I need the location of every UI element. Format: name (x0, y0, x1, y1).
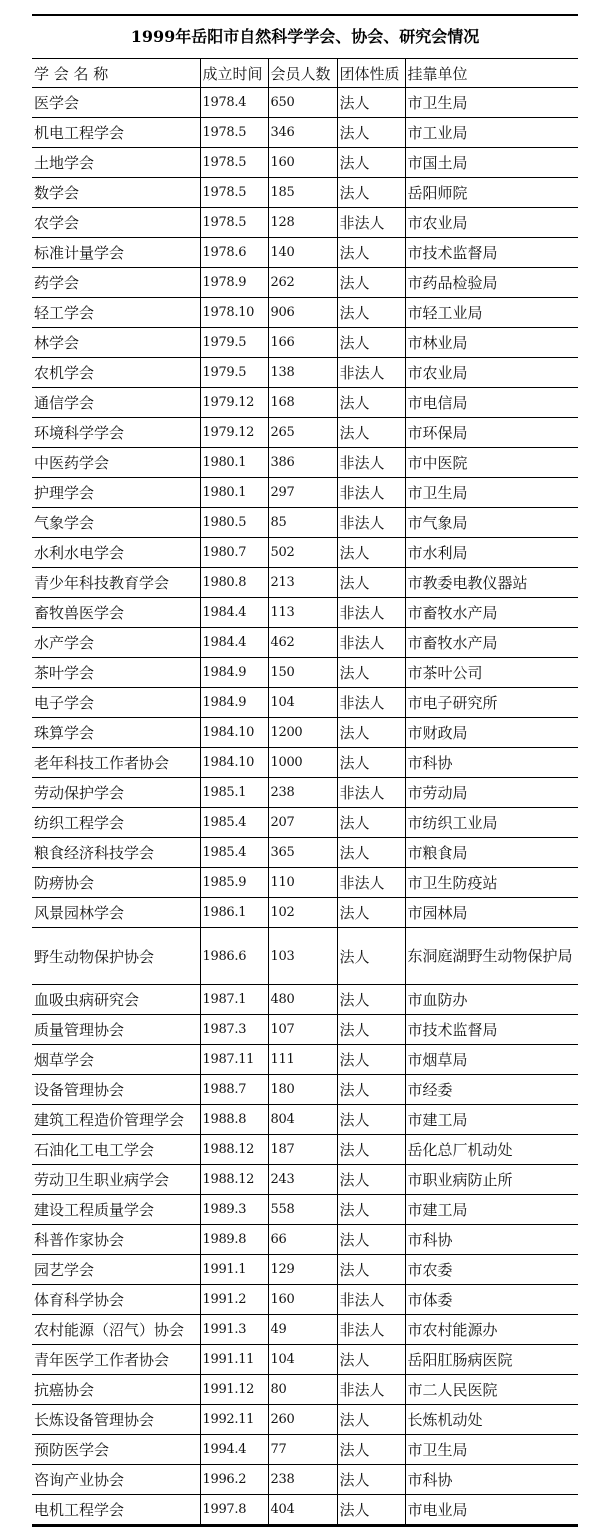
cell-name: 茶叶学会 (32, 658, 200, 688)
column-header-type: 团体性质 (337, 59, 405, 88)
table-row (32, 838, 578, 868)
table-row (32, 568, 578, 598)
cell-unit: 市畜牧水产局 (405, 598, 578, 628)
cell-unit: 市农村能源办 (405, 1315, 578, 1345)
cell-type: 非法人 (337, 1285, 405, 1315)
cell-unit: 市卫生局 (405, 1435, 578, 1465)
cell-unit: 岳化总厂机动处 (405, 1135, 578, 1165)
table-row (32, 748, 578, 778)
cell-name: 粮食经济科技学会 (32, 838, 200, 868)
table-row (32, 808, 578, 838)
cell-founded: 1985.4 (200, 808, 268, 838)
cell-unit: 市科协 (405, 1465, 578, 1495)
cell-members: 207 (268, 808, 337, 838)
cell-type: 非法人 (337, 688, 405, 718)
cell-unit: 市农业局 (405, 358, 578, 388)
cell-name: 劳动保护学会 (32, 778, 200, 808)
cell-members: 238 (268, 778, 337, 808)
cell-name: 纺织工程学会 (32, 808, 200, 838)
cell-type: 非法人 (337, 868, 405, 898)
cell-founded: 1980.7 (200, 538, 268, 568)
table-row (32, 1045, 578, 1075)
cell-name: 建设工程质量学会 (32, 1195, 200, 1225)
cell-founded: 1984.10 (200, 718, 268, 748)
cell-name: 防痨协会 (32, 868, 200, 898)
cell-name: 劳动卫生职业病学会 (32, 1165, 200, 1195)
cell-name: 水产学会 (32, 628, 200, 658)
cell-unit: 市农委 (405, 1255, 578, 1285)
cell-unit: 市科协 (405, 1225, 578, 1255)
cell-founded: 1985.9 (200, 868, 268, 898)
cell-type: 法人 (337, 238, 405, 268)
cell-founded: 1978.4 (200, 88, 268, 118)
column-header-name: 学 会 名 称 (32, 59, 200, 88)
cell-unit: 市轻工业局 (405, 298, 578, 328)
cell-name: 农村能源（沼气）协会 (32, 1315, 200, 1345)
cell-name: 野生动物保护协会 (32, 928, 200, 985)
cell-members: 107 (268, 1015, 337, 1045)
cell-type: 法人 (337, 418, 405, 448)
cell-members: 404 (268, 1495, 337, 1525)
cell-name: 水利水电学会 (32, 538, 200, 568)
cell-unit: 市纺织工业局 (405, 808, 578, 838)
cell-members: 187 (268, 1135, 337, 1165)
cell-members: 160 (268, 148, 337, 178)
cell-members: 906 (268, 298, 337, 328)
cell-members: 110 (268, 868, 337, 898)
cell-unit: 长炼机动处 (405, 1405, 578, 1435)
cell-unit: 市科协 (405, 748, 578, 778)
table-row (32, 898, 578, 928)
cell-type: 法人 (337, 928, 405, 985)
column-header-unit: 挂靠单位 (405, 59, 578, 88)
cell-type: 非法人 (337, 1375, 405, 1405)
cell-type: 非法人 (337, 448, 405, 478)
column-header-members: 会员人数 (268, 59, 337, 88)
cell-members: 558 (268, 1195, 337, 1225)
cell-name: 农机学会 (32, 358, 200, 388)
cell-founded: 1987.11 (200, 1045, 268, 1075)
table-row (32, 1495, 578, 1525)
cell-members: 502 (268, 538, 337, 568)
cell-members: 346 (268, 118, 337, 148)
cell-name: 抗癌协会 (32, 1375, 200, 1405)
cell-type: 非法人 (337, 778, 405, 808)
cell-name: 机电工程学会 (32, 118, 200, 148)
table-row (32, 688, 578, 718)
cell-unit: 市电信局 (405, 388, 578, 418)
cell-type: 法人 (337, 1465, 405, 1495)
cell-type: 非法人 (337, 358, 405, 388)
cell-type: 法人 (337, 808, 405, 838)
cell-members: 365 (268, 838, 337, 868)
cell-type: 法人 (337, 1435, 405, 1465)
cell-type: 法人 (337, 1105, 405, 1135)
cell-name: 烟草学会 (32, 1045, 200, 1075)
table-row (32, 118, 578, 148)
cell-unit: 市建工局 (405, 1105, 578, 1135)
cell-unit: 市二人民医院 (405, 1375, 578, 1405)
cell-founded: 1986.1 (200, 898, 268, 928)
table-row (32, 1405, 578, 1435)
table-row (32, 208, 578, 238)
cell-members: 1200 (268, 718, 337, 748)
cell-members: 650 (268, 88, 337, 118)
cell-members: 128 (268, 208, 337, 238)
cell-founded: 1991.2 (200, 1285, 268, 1315)
cell-name: 农学会 (32, 208, 200, 238)
cell-founded: 1988.8 (200, 1105, 268, 1135)
cell-type: 法人 (337, 1255, 405, 1285)
cell-members: 166 (268, 328, 337, 358)
cell-members: 180 (268, 1075, 337, 1105)
cell-members: 77 (268, 1435, 337, 1465)
cell-founded: 1980.1 (200, 478, 268, 508)
cell-founded: 1978.6 (200, 238, 268, 268)
cell-type: 法人 (337, 178, 405, 208)
cell-type: 法人 (337, 985, 405, 1015)
cell-unit: 市卫生局 (405, 478, 578, 508)
cell-members: 103 (268, 928, 337, 985)
cell-unit: 市水利局 (405, 538, 578, 568)
cell-founded: 1987.1 (200, 985, 268, 1015)
table-header-row (32, 59, 578, 88)
cell-founded: 1978.5 (200, 178, 268, 208)
table-row (32, 718, 578, 748)
cell-members: 85 (268, 508, 337, 538)
cell-unit: 市烟草局 (405, 1045, 578, 1075)
cell-founded: 1991.11 (200, 1345, 268, 1375)
cell-name: 青少年科技教育学会 (32, 568, 200, 598)
cell-members: 480 (268, 985, 337, 1015)
cell-type: 法人 (337, 118, 405, 148)
table-row (32, 448, 578, 478)
cell-unit: 市中医院 (405, 448, 578, 478)
cell-unit: 岳阳肛肠病医院 (405, 1345, 578, 1375)
cell-name: 风景园林学会 (32, 898, 200, 928)
cell-founded: 1996.2 (200, 1465, 268, 1495)
cell-members: 66 (268, 1225, 337, 1255)
table-row (32, 1015, 578, 1045)
table-row (32, 358, 578, 388)
table-row (32, 538, 578, 568)
cell-members: 386 (268, 448, 337, 478)
cell-members: 168 (268, 388, 337, 418)
cell-name: 护理学会 (32, 478, 200, 508)
cell-type: 法人 (337, 718, 405, 748)
cell-name: 体育科学协会 (32, 1285, 200, 1315)
cell-members: 160 (268, 1285, 337, 1315)
cell-type: 法人 (337, 1045, 405, 1075)
cell-members: 102 (268, 898, 337, 928)
cell-founded: 1980.5 (200, 508, 268, 538)
table-row (32, 1465, 578, 1495)
table-row (32, 1195, 578, 1225)
cell-type: 法人 (337, 88, 405, 118)
cell-founded: 1986.6 (200, 928, 268, 985)
cell-name: 轻工学会 (32, 298, 200, 328)
bottom-rule (32, 1525, 578, 1527)
cell-members: 104 (268, 688, 337, 718)
cell-unit: 市经委 (405, 1075, 578, 1105)
cell-unit: 市气象局 (405, 508, 578, 538)
cell-type: 法人 (337, 658, 405, 688)
table-row (32, 1345, 578, 1375)
cell-name: 畜牧兽医学会 (32, 598, 200, 628)
cell-unit: 市职业病防止所 (405, 1165, 578, 1195)
table-row (32, 1225, 578, 1255)
cell-members: 213 (268, 568, 337, 598)
cell-type: 法人 (337, 568, 405, 598)
cell-unit: 市技术监督局 (405, 1015, 578, 1045)
cell-type: 法人 (337, 298, 405, 328)
cell-unit: 市技术监督局 (405, 238, 578, 268)
table-row (32, 388, 578, 418)
table-row (32, 1135, 578, 1165)
cell-name: 环境科学学会 (32, 418, 200, 448)
cell-unit: 市卫生防疫站 (405, 868, 578, 898)
table-row (32, 1315, 578, 1345)
cell-type: 非法人 (337, 508, 405, 538)
cell-unit: 市畜牧水产局 (405, 628, 578, 658)
cell-type: 非法人 (337, 628, 405, 658)
cell-founded: 1980.8 (200, 568, 268, 598)
cell-name: 老年科技工作者协会 (32, 748, 200, 778)
cell-founded: 1988.12 (200, 1165, 268, 1195)
cell-founded: 1989.3 (200, 1195, 268, 1225)
cell-name: 设备管理协会 (32, 1075, 200, 1105)
cell-unit: 市国土局 (405, 148, 578, 178)
cell-unit: 市工业局 (405, 118, 578, 148)
cell-founded: 1988.7 (200, 1075, 268, 1105)
cell-members: 80 (268, 1375, 337, 1405)
cell-name: 园艺学会 (32, 1255, 200, 1285)
document-page (32, 14, 578, 1527)
table-row (32, 1435, 578, 1465)
cell-type: 非法人 (337, 598, 405, 628)
cell-name: 青年医学工作者协会 (32, 1345, 200, 1375)
table-row (32, 88, 578, 118)
cell-type: 法人 (337, 538, 405, 568)
cell-type: 法人 (337, 898, 405, 928)
cell-type: 非法人 (337, 1315, 405, 1345)
cell-founded: 1978.5 (200, 118, 268, 148)
cell-members: 265 (268, 418, 337, 448)
cell-founded: 1979.12 (200, 418, 268, 448)
cell-unit: 市电子研究所 (405, 688, 578, 718)
cell-name: 咨询产业协会 (32, 1465, 200, 1495)
table-row (32, 328, 578, 358)
cell-founded: 1991.1 (200, 1255, 268, 1285)
cell-unit: 市茶叶公司 (405, 658, 578, 688)
cell-founded: 1994.4 (200, 1435, 268, 1465)
cell-type: 法人 (337, 1195, 405, 1225)
cell-members: 243 (268, 1165, 337, 1195)
cell-founded: 1991.12 (200, 1375, 268, 1405)
cell-type: 法人 (337, 1405, 405, 1435)
cell-members: 111 (268, 1045, 337, 1075)
cell-founded: 1997.8 (200, 1495, 268, 1525)
cell-type: 法人 (337, 1165, 405, 1195)
cell-type: 法人 (337, 268, 405, 298)
table-row (32, 628, 578, 658)
cell-type: 非法人 (337, 478, 405, 508)
cell-members: 113 (268, 598, 337, 628)
cell-name: 林学会 (32, 328, 200, 358)
column-header-founded: 成立时间 (200, 59, 268, 88)
cell-unit: 市农业局 (405, 208, 578, 238)
table-row (32, 1255, 578, 1285)
cell-unit: 市园林局 (405, 898, 578, 928)
cell-name: 中医药学会 (32, 448, 200, 478)
cell-name: 医学会 (32, 88, 200, 118)
cell-unit: 市血防办 (405, 985, 578, 1015)
table-row (32, 868, 578, 898)
cell-unit: 市卫生局 (405, 88, 578, 118)
cell-unit: 市财政局 (405, 718, 578, 748)
cell-name: 血吸虫病研究会 (32, 985, 200, 1015)
table-row (32, 1105, 578, 1135)
cell-type: 法人 (337, 148, 405, 178)
table-row (32, 985, 578, 1015)
cell-founded: 1987.3 (200, 1015, 268, 1045)
table-row (32, 508, 578, 538)
cell-founded: 1988.12 (200, 1135, 268, 1165)
cell-type: 法人 (337, 1495, 405, 1525)
cell-founded: 1980.1 (200, 448, 268, 478)
cell-name: 预防医学会 (32, 1435, 200, 1465)
cell-type: 法人 (337, 1075, 405, 1105)
table-row (32, 598, 578, 628)
cell-name: 气象学会 (32, 508, 200, 538)
table-row (32, 268, 578, 298)
cell-type: 法人 (337, 748, 405, 778)
table-row (32, 1375, 578, 1405)
cell-founded: 1985.4 (200, 838, 268, 868)
cell-members: 49 (268, 1315, 337, 1345)
cell-name: 质量管理协会 (32, 1015, 200, 1045)
cell-unit: 市劳动局 (405, 778, 578, 808)
cell-members: 238 (268, 1465, 337, 1495)
cell-founded: 1979.12 (200, 388, 268, 418)
cell-members: 138 (268, 358, 337, 388)
cell-founded: 1985.1 (200, 778, 268, 808)
cell-members: 1000 (268, 748, 337, 778)
table-row (32, 1075, 578, 1105)
cell-type: 法人 (337, 388, 405, 418)
cell-unit: 市粮食局 (405, 838, 578, 868)
cell-type: 法人 (337, 1225, 405, 1255)
cell-type: 非法人 (337, 208, 405, 238)
cell-name: 建筑工程造价管理学会 (32, 1105, 200, 1135)
cell-unit: 市教委电教仪器站 (405, 568, 578, 598)
cell-name: 石油化工电工学会 (32, 1135, 200, 1165)
table-row (32, 238, 578, 268)
cell-name: 土地学会 (32, 148, 200, 178)
cell-founded: 1991.3 (200, 1315, 268, 1345)
cell-type: 法人 (337, 328, 405, 358)
cell-members: 804 (268, 1105, 337, 1135)
cell-type: 法人 (337, 1345, 405, 1375)
cell-founded: 1978.10 (200, 298, 268, 328)
cell-unit: 市建工局 (405, 1195, 578, 1225)
cell-members: 185 (268, 178, 337, 208)
table-row (32, 478, 578, 508)
cell-members: 150 (268, 658, 337, 688)
cell-name: 药学会 (32, 268, 200, 298)
table-row (32, 1165, 578, 1195)
cell-members: 262 (268, 268, 337, 298)
table-row (32, 178, 578, 208)
cell-type: 法人 (337, 838, 405, 868)
cell-members: 104 (268, 1345, 337, 1375)
table-row (32, 418, 578, 448)
cell-founded: 1992.11 (200, 1405, 268, 1435)
cell-name: 珠算学会 (32, 718, 200, 748)
table-row (32, 1285, 578, 1315)
cell-founded: 1984.9 (200, 658, 268, 688)
cell-founded: 1978.5 (200, 148, 268, 178)
cell-unit: 岳阳师院 (405, 178, 578, 208)
cell-members: 129 (268, 1255, 337, 1285)
cell-members: 462 (268, 628, 337, 658)
cell-unit: 市药品检验局 (405, 268, 578, 298)
cell-name: 标准计量学会 (32, 238, 200, 268)
cell-members: 140 (268, 238, 337, 268)
cell-unit: 东洞庭湖野生动物保护局 (405, 928, 578, 985)
cell-name: 科普作家协会 (32, 1225, 200, 1255)
cell-members: 297 (268, 478, 337, 508)
cell-founded: 1989.8 (200, 1225, 268, 1255)
cell-founded: 1984.4 (200, 628, 268, 658)
cell-unit: 市林业局 (405, 328, 578, 358)
table-row (32, 298, 578, 328)
cell-type: 法人 (337, 1135, 405, 1165)
cell-name: 通信学会 (32, 388, 200, 418)
table-row (32, 928, 578, 985)
cell-unit: 市电业局 (405, 1495, 578, 1525)
cell-name: 数学会 (32, 178, 200, 208)
cell-unit: 市体委 (405, 1285, 578, 1315)
page-title: 1999年岳阳市自然科学学会、协会、研究会情况 (32, 16, 578, 59)
table-row (32, 778, 578, 808)
cell-founded: 1979.5 (200, 358, 268, 388)
cell-founded: 1978.9 (200, 268, 268, 298)
cell-members: 260 (268, 1405, 337, 1435)
table-row (32, 658, 578, 688)
cell-founded: 1984.10 (200, 748, 268, 778)
cell-name: 电机工程学会 (32, 1495, 200, 1525)
cell-name: 长炼设备管理协会 (32, 1405, 200, 1435)
societies-table (32, 59, 578, 1525)
cell-founded: 1984.9 (200, 688, 268, 718)
cell-founded: 1979.5 (200, 328, 268, 358)
cell-type: 法人 (337, 1015, 405, 1045)
table-row (32, 148, 578, 178)
cell-founded: 1978.5 (200, 208, 268, 238)
cell-founded: 1984.4 (200, 598, 268, 628)
cell-name: 电子学会 (32, 688, 200, 718)
cell-unit: 市环保局 (405, 418, 578, 448)
